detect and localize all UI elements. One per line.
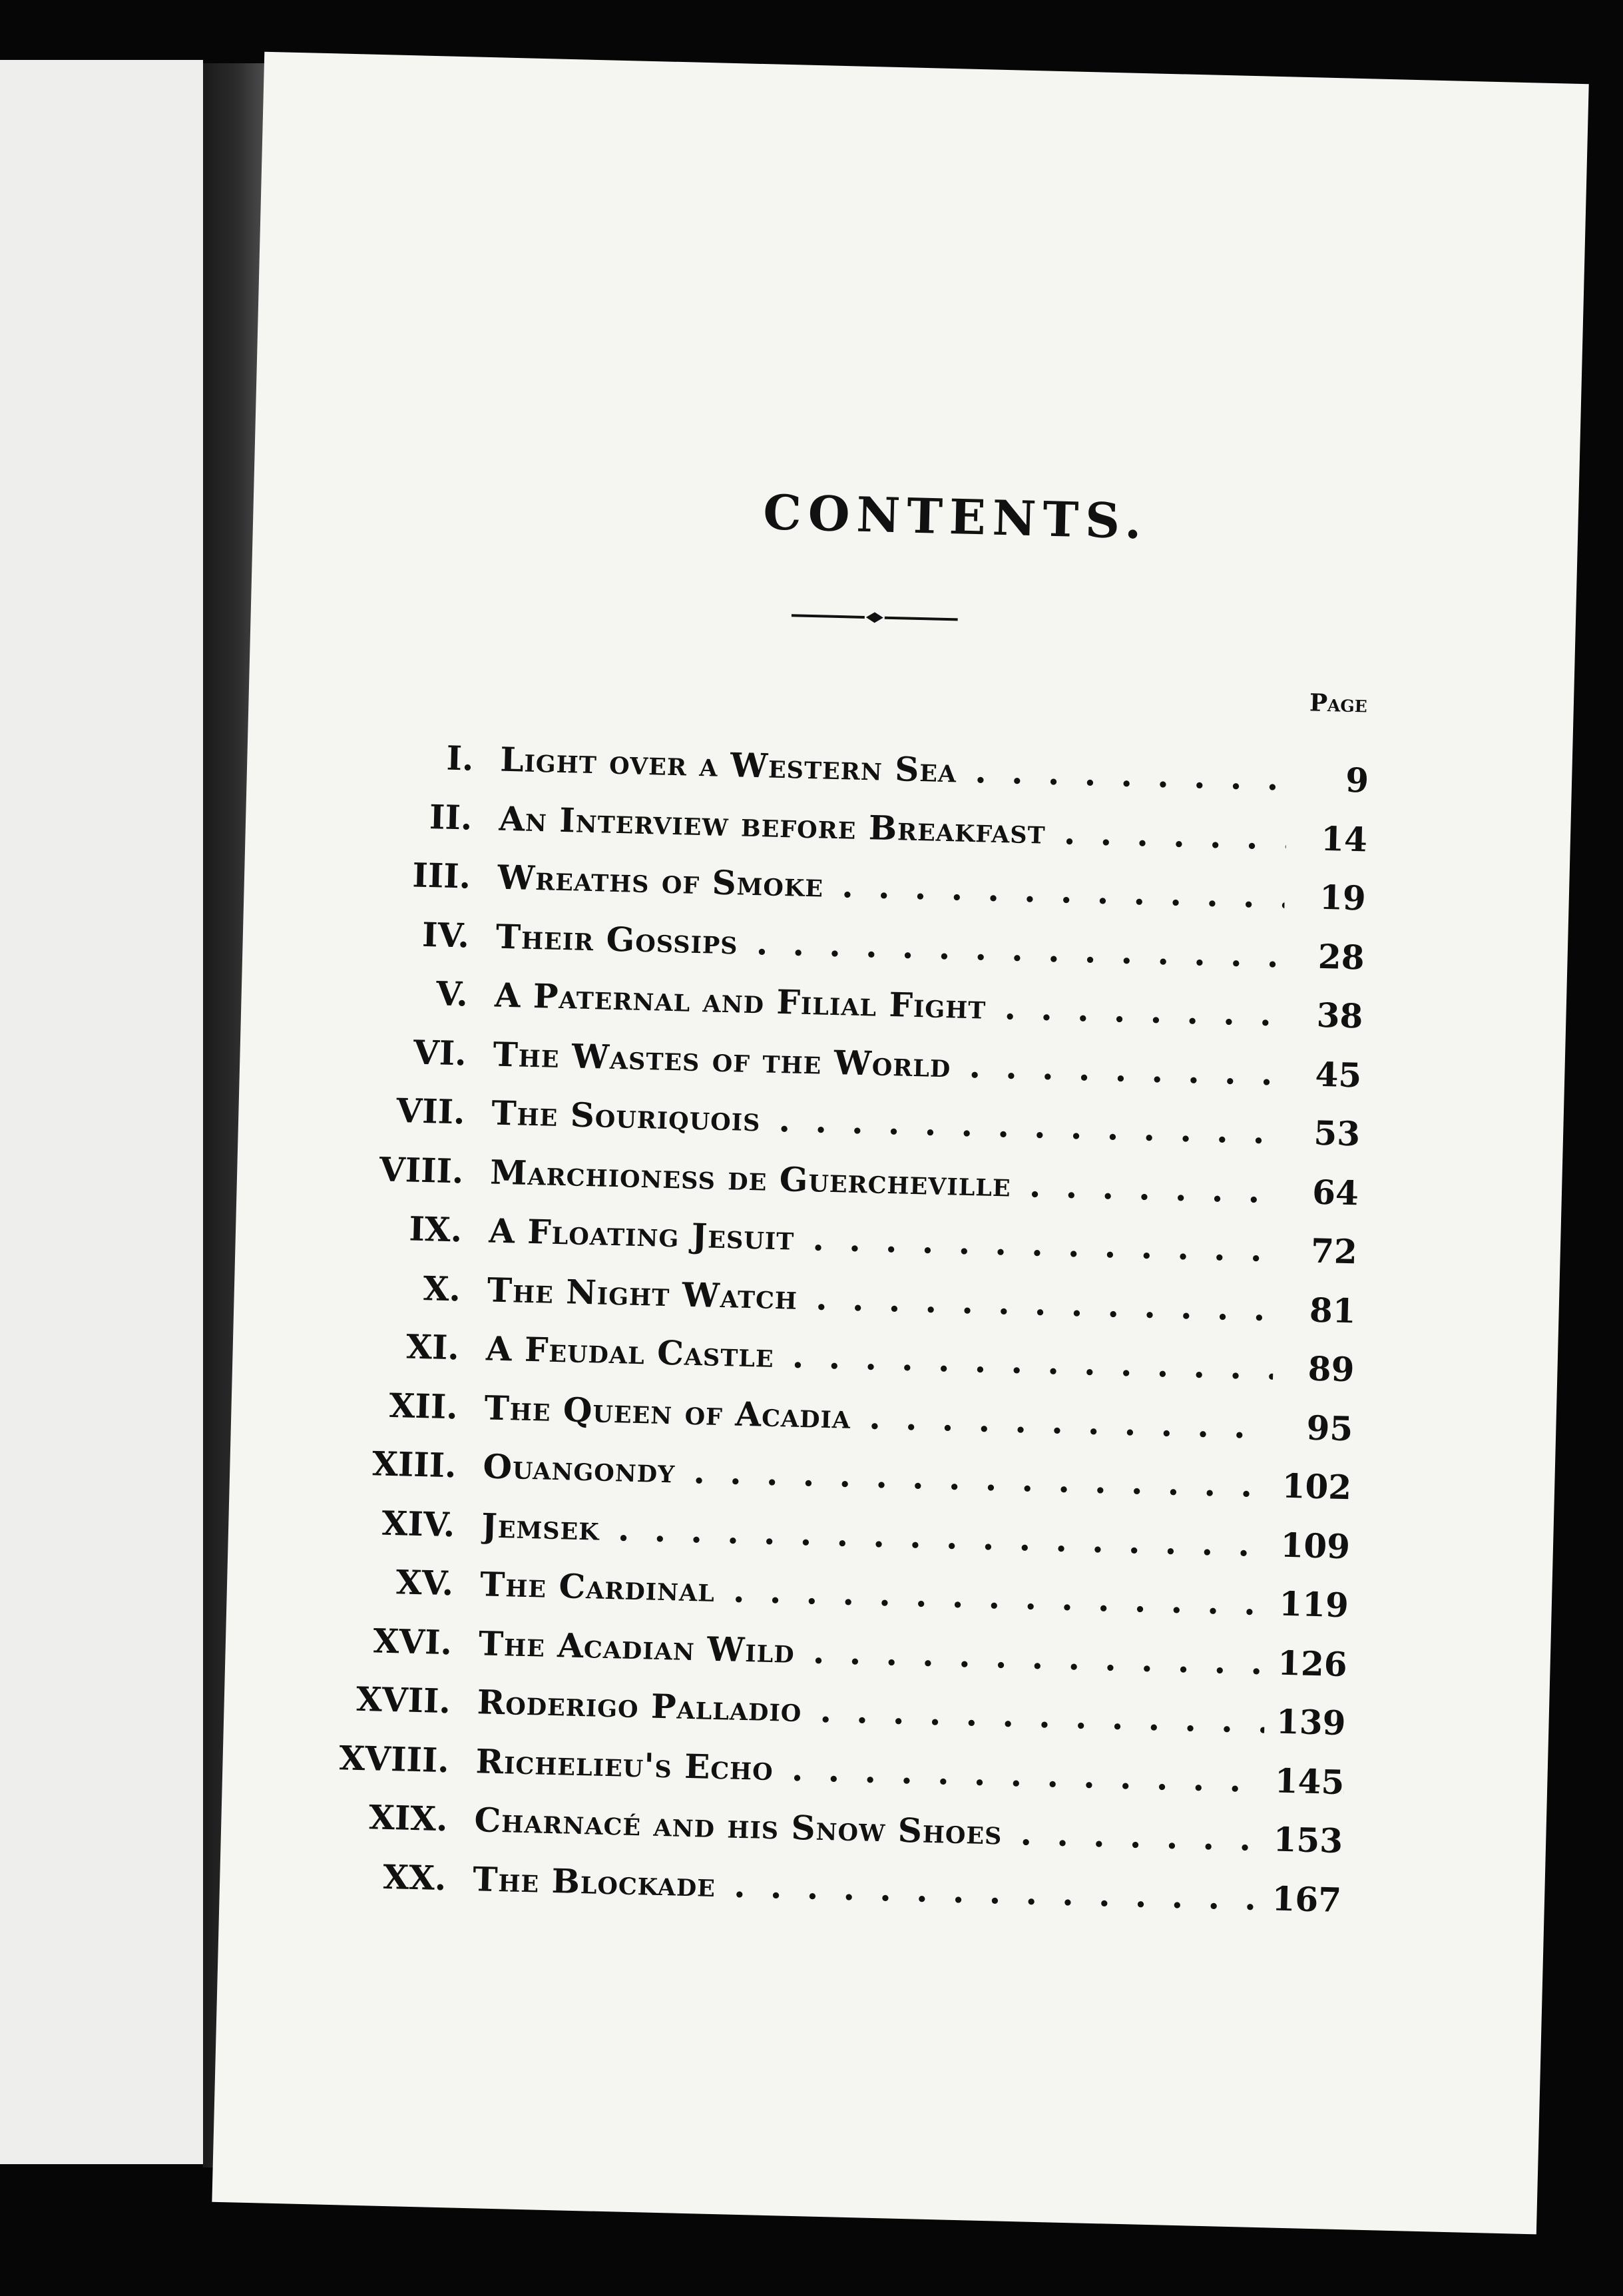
page-column-header: Page <box>1309 689 1368 718</box>
chapter-title: An Interview before Breakfast . . <box>498 789 1368 869</box>
chapter-page-number: 14 <box>1285 808 1368 869</box>
chapter-title: The Queen of Acadia . . <box>484 1378 1354 1458</box>
chapter-numeral: XIII. <box>371 1444 457 1486</box>
chapter-numeral: VI. <box>413 1032 467 1073</box>
chapter-page-number: 53 <box>1278 1103 1361 1163</box>
chapter-title: The Blockade . . <box>472 1850 1342 1930</box>
chapter-title: The Cardinal . . <box>479 1555 1349 1635</box>
chapter-numeral: VIII. <box>379 1149 465 1191</box>
chapter-numeral: I. <box>445 738 475 778</box>
chapter-numeral: V. <box>435 974 469 1014</box>
chapter-title: Marchioness de Guercheville . . <box>489 1143 1359 1223</box>
chapter-title: A Paternal and Filial Fight . . <box>494 966 1364 1046</box>
chapter-title: A Floating Jesuit . . <box>488 1201 1358 1281</box>
chapter-numeral: XIV. <box>381 1503 456 1544</box>
page-title: CONTENTS. <box>762 483 1149 550</box>
chapter-page-number: 64 <box>1277 1162 1359 1223</box>
chapter-title: Wreaths of Smoke . . <box>497 848 1367 928</box>
chapter-numeral: IV. <box>421 914 470 956</box>
chapter-page-number: 9 <box>1287 750 1369 810</box>
chapter-page-number: 109 <box>1268 1516 1351 1576</box>
chapter-page-number: 28 <box>1283 926 1365 987</box>
facing-page-edge <box>0 60 203 2164</box>
chapter-title: Charnacé and his Snow Shoes . . <box>473 1791 1343 1870</box>
title-ornament <box>792 607 959 627</box>
chapter-page-number: 19 <box>1284 868 1367 928</box>
chapter-numeral: XVI. <box>372 1620 453 1662</box>
chapter-numeral: XV. <box>395 1562 454 1603</box>
chapter-page-number: 153 <box>1261 1810 1343 1870</box>
chapter-title: The Souriquois . . <box>491 1084 1361 1164</box>
chapter-title: Their Gossips . . <box>495 907 1365 987</box>
chapter-page-number: 45 <box>1279 1044 1362 1105</box>
chapter-page-number: 145 <box>1262 1751 1345 1812</box>
chapter-page-number: 38 <box>1281 985 1363 1045</box>
chapter-title: Jemsek . . <box>481 1496 1351 1576</box>
chapter-page-number: 126 <box>1266 1633 1348 1694</box>
chapter-numeral: XIX. <box>368 1797 449 1839</box>
chapter-numeral: XVIII. <box>338 1737 450 1780</box>
chapter-title: The Wastes of the World . . <box>493 1025 1363 1105</box>
chapter-numeral: VII. <box>395 1091 466 1132</box>
chapter-numeral: III. <box>411 855 471 896</box>
chapter-title: Roderigo Palladio . . <box>477 1673 1347 1753</box>
chapter-title: The Acadian Wild . . <box>478 1614 1348 1694</box>
chapter-numeral: X. <box>423 1268 461 1308</box>
chapter-page-number: 95 <box>1271 1398 1353 1458</box>
chapter-page-number: 72 <box>1275 1221 1358 1281</box>
chapter-page-number: 81 <box>1274 1280 1357 1340</box>
chapter-numeral: IX. <box>408 1209 463 1250</box>
chapter-title: Light over a Western Sea . . <box>499 730 1369 810</box>
chapter-numeral: XVII. <box>355 1679 451 1721</box>
contents-page <box>212 52 1588 2235</box>
chapter-page-number: 119 <box>1267 1574 1349 1635</box>
chapter-numeral: II. <box>429 796 473 838</box>
table-of-contents <box>248 724 1572 1920</box>
chapter-title: The Night Watch . . <box>487 1261 1357 1340</box>
chapter-title: A Feudal Castle . . <box>485 1319 1355 1399</box>
chapter-page-number: 139 <box>1264 1692 1346 1753</box>
chapter-numeral: XI. <box>405 1326 460 1368</box>
chapter-title: Ouangondy . . <box>482 1437 1352 1517</box>
chapter-numeral: XII. <box>388 1385 459 1426</box>
chapter-page-number: 102 <box>1270 1456 1352 1517</box>
chapter-page-number: 167 <box>1260 1869 1342 1930</box>
chapter-page-number: 89 <box>1272 1338 1355 1399</box>
chapter-numeral: XX. <box>382 1857 447 1898</box>
chapter-title: Richelieu's Echo . . <box>475 1732 1345 1812</box>
